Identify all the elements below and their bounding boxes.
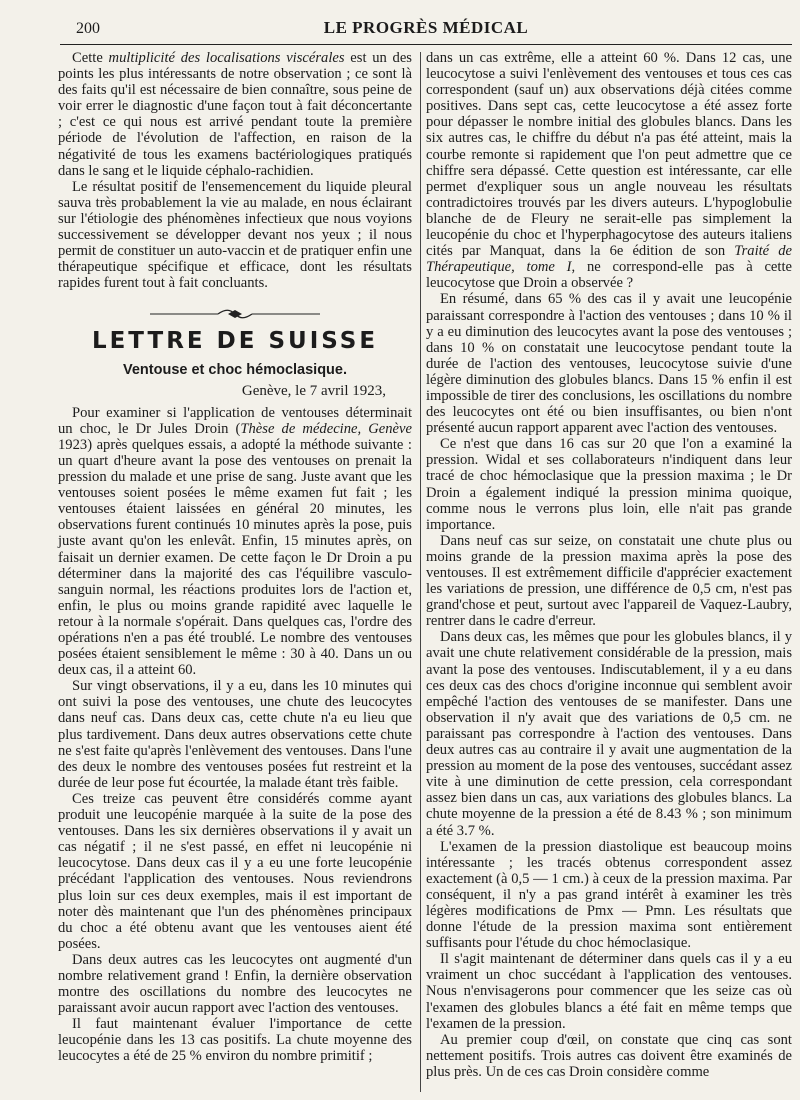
paragraph: dans un cas extrême, elle a atteint 60 %. Dans 12 cas, une leucocytose a suivi l'enlèvement des ventouses et tous ces cas correspondent (sauf un) aux observations déjà citées comme positives. Dans sept cas, cette leucocytose a été assez forte pour dépasser le nombre initial des globules blancs. Dans les six autres cas, le chiffre du début n'a pas été atteint, mais la courbe remonte si rapidement que l'on peut admettre que ce chiffre sera dépassé. Cette question est intéressante, car elle permet d'expliquer sous un angle nouveau les résultats contradictoires trouvés par les divers auteurs. L'hypoglobulie blanche de de Fleury ne serait-elle pas simplement la leucopénie du choc et l'hyperphagocytose des auteurs italiens cités par Manquat, dans la 6e édition de son Traité de Thérapeutique, tome I, ne correspond-elle pas à cette leucocytose que Droin a observée ?: [426, 50, 793, 292]
journal-title: LE PROGRÈS MÉDICAL: [323, 18, 529, 37]
paragraph: Cette multiplicité des localisations viscérales est un des points les plus intéressants de notre observation ; ce sont là des faits qu'il est nécessaire de bien connaître, sous peine de voir errer le diagnostic d'une façon tout à fait déconcertante ; c'est ce qui nous est arrivé pendant toute la première période de l'évolution de l'affection, en raison de la négativité de tous les examens bactériologiques pratiqués dans le sang et le liquide céphalo-rachidien.: [58, 50, 412, 179]
paragraph: Au premier coup d'œil, on constate que cinq cas sont nettement positifs. Trois autres cas doivent être examinés de plus près. Un de ces cas Droin considère comme: [426, 1031, 792, 1080]
emphasis-text: Traité de Thérapeutique, tome I: [426, 243, 793, 276]
header-rule: [60, 44, 792, 45]
page-number: 200: [76, 20, 100, 37]
section-subheading: Ventouse et choc hémoclasique.: [122, 361, 347, 378]
ornament-divider-icon: [150, 307, 320, 321]
right-column: [426, 50, 792, 1080]
paragraph: Il faut maintenant évaluer l'importance de cette leucopénie dans les 13 cas positifs. La chute moyenne des leucocytes a été de 25 % environ du nombre primitif ;: [58, 1016, 412, 1065]
emphasis-text: Thèse de médecine, Genève: [240, 420, 412, 437]
emphasis-text: multiplicité des localisations viscérales: [108, 50, 345, 66]
paragraph: Pour examiner si l'application de ventouses déterminait un choc, le Dr Jules Droin (Thèse de médecine, Genève 1923) après quelques essais, a adopté la méthode suivante : un quart d'heure avant la pose des ventouses on prenait la pression du malade et une prise de sang. Juste avant que les ventouses soient posées le même examen fut fait ; les ventouses étaient laissées en général 20 minutes, les observations furent continués 10 minutes après la pose, puis juste avant qu'on les enlevât. Enfin, 15 minutes après, on faisait un dernier examen. De cette façon le Dr Droin a pu déterminer dans la majorité des cas l'équilibre vasculo-sanguin normal, les réactions produites lors de l'action et, enfin, le plus ou moins grande rapidité avec laquelle le retour à la normale s'opérait. Dans quelques cas, l'ordre des opérations n'en a pas été troublé. Le nombre des ventouses posées étaient sensiblement le même : 30 à 40. Dans un ou deux cas, il a atteint 60.: [58, 404, 412, 679]
page-header: [60, 14, 792, 42]
left-column: [58, 50, 412, 1065]
paragraph: L'examen de la pression diastolique est beaucoup moins intéressante ; les tracés obtenus correspondent assez exactement (à 0,5 — 1 cm.) à ceux de la pression maxima. Par conséquent, il n'y a pas grand intérêt à examiner les très légères modifications de Pmx — Pmn. Les résultats que donne l'étude de la pression maxima sont entièrement suffisants pour l'étude du choc hémoclasique.: [426, 838, 792, 952]
paragraph: Ces treize cas peuvent être considérés comme ayant produit une leucopénie marquée à la suite de la pose des ventouses. Dans les six dernières observations il y avait un cas négatif ; il ne s'est passé, en effet ni leucopénie ni leucocytose. Dans deux cas il y a eu une forte leucopénie précédant l'application des ventouses. Nous reviendrons plus loin sur ces deux exemples, mais il est important de noter dès maintenant que l'un des phénomènes principaux du choc a été obtenu avant que les ventouses aient été posées.: [58, 790, 412, 952]
paragraph: Sur vingt observations, il y a eu, dans les 10 minutes qui ont suivi la pose des ventouses, une chute des leucocytes dans neuf cas. Dans deux cas, cette chute n'a eu lieu que plus tardivement. Dans deux autres observations cette chute ne s'est faite qu'après l'enlèvement des ventouses. Dans l'une des deux le nombre des ventouses posées fut restreint et la durée de leur pose fut écourtée, la malade étant très faible.: [58, 678, 412, 791]
paragraph: Ce n'est que dans 16 cas sur 20 que l'on a examiné la pression. Widal et ses collaborateurs n'indiquent dans leur tracé de choc hémoclasique que la pression maxima ; le Dr Droin a également indiqué la pression minima quoique, comme nous le verrons plus loin, elle n'ait pas grande importance.: [426, 436, 792, 533]
column-divider: [420, 52, 421, 1092]
paragraph: Dans neuf cas sur seize, on constatait une chute plus ou moins grande de la pression maxima après la pose des ventouses. Il est extrêmement difficile d'apprécier exactement les variations de pression, une différence de 0,5 cm, n'est pas grand'chose et peut, surtout avec l'appareil de Vaquez-Laubry, rentrer dans le cadre d'erreur.: [426, 532, 792, 630]
paragraph: Dans deux cas, les mêmes que pour les globules blancs, il y avait une chute relativement considérable de la pression, mais avant la pose des ventouses. Indiscutablement, il y a eu dans ces deux cas des chocs d'origine inconnue qui semblent avoir empêché l'action des ventouses de se manifester. Dans une observation il n'y avait que des variations de 0,5 cm. ne paraissant pas correspondre à l'action des ventouses. Dans deux autres cas au contraire il y avait une augmentation de la pression au moment de la pose des ventouses, succédant assez vite à une diminution de cette pression, cela correspondant assez bien dans un cas, aux variations des globules blancs. La chute moyenne de la pression a été de 8.43 % ; son minimum a été 3.7 %.: [426, 629, 792, 839]
dateline: Genève, le 7 avril 1923,: [241, 382, 386, 399]
paragraph: Il s'agit maintenant de déterminer dans quels cas il y a eu vraiment un choc succédant à l'application des ventouses. Nous n'envisagerons pour commencer que les seize cas où l'examen des globules blancs a été fait en même temps que l'examen de la pression.: [426, 951, 792, 1032]
paragraph: Le résultat positif de l'ensemencement du liquide pleural sauva très probablement la vie au malade, en nous éclairant sur l'étiologie des phénomènes infectieux que nous voyions successivement se développer devant nos yeux ; il nous permit de constituer un auto-vaccin et de pratiquer enfin une thérapeutique spécifique et efficace, dont les résultats rapides furent tout à fait concluants.: [58, 178, 412, 292]
paragraph: En résumé, dans 65 % des cas il y avait une leucopénie paraissant correspondre à l'action des ventouses ; dans 10 % il y a eu diminution des leucocytes avant la pose des ventouses ; dans 10 % on constatait une leucocytose pendant toute la durée de l'action des ventouses, leucocytose suivie d'une légère diminution des globules blancs. Dans 15 % enfin il est impossible de tirer des conclusions, les oscillations du nombre des leucocytes ont été ou bien insuffisantes, ou bien n'ont présenté aucun rapport apparent avec l'action des ventouses.: [426, 291, 792, 437]
section-heading: LETTRE DE SUISSE: [91, 328, 379, 355]
paragraph: Dans deux autres cas les leucocytes ont augmenté d'un nombre relativement grand ! Enfin, la dernière observation montre des oscillations du nombre des leucocytes ne paraissant avoir aucun rapport avec l'action des ventouses.: [58, 951, 412, 1017]
